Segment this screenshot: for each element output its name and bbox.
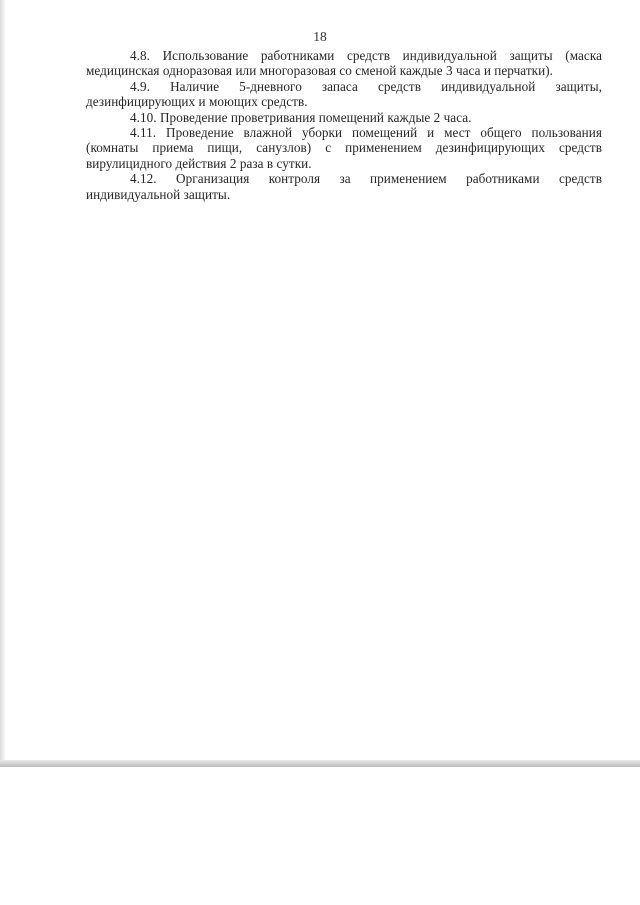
document-body — [86, 48, 602, 202]
page-number: 18 — [313, 29, 327, 44]
paragraph-4-12: 4.12. Организация контроля за применением работниками средств индивидуальной защиты. — [86, 171, 602, 202]
scan-bottom-edge — [0, 760, 640, 767]
scan-edge-left — [0, 0, 6, 767]
paragraph-4-9: 4.9. Наличие 5-дневного запаса средств индивидуальной защиты, дезинфицирующих и моющих средств. — [86, 78, 602, 110]
paragraph-4-8: 4.8. Использование работниками средств индивидуальной защиты (маска медицинская одноразовая или многоразовая со сменой каждые 3 часа и перчатки). — [86, 48, 602, 79]
paragraph-4-11: 4.11. Проведение влажной уборки помещений и мест общего пользования (комнаты приема пищи, санузлов) с применением дезинфицирующих средств вирулицидного действия 2 раза в сутки. — [86, 125, 602, 171]
paragraph-4-10: 4.10. Проведение проветривания помещений каждые 2 часа. — [130, 109, 472, 125]
